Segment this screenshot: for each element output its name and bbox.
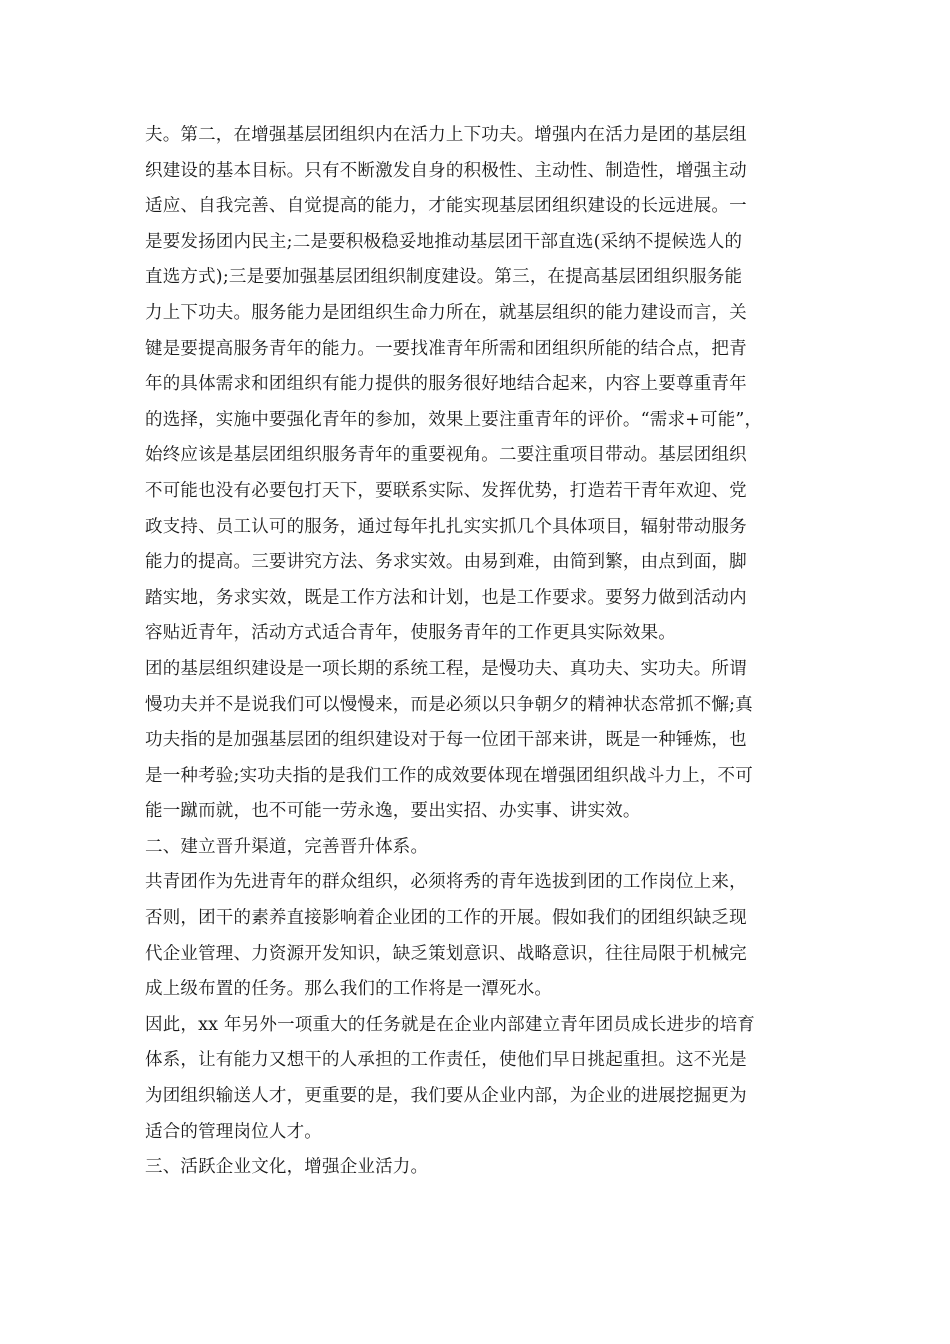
body-text: [145, 118, 810, 1186]
text-line: 慢功夫并不是说我们可以慢慢来，而是必须以只争朝夕的精神状态常抓不懈;真: [145, 694, 753, 715]
text-line: 因此，xx 年另外一项重大的任务就是在企业内部建立青年团员成长进步的培育: [145, 1014, 755, 1035]
text-line: 成上级布置的任务。那么我们的工作将是一潭死水。: [145, 979, 553, 1000]
section-heading: 二、建立晋升渠道，完善晋升体系。: [145, 836, 429, 857]
text-line: 否则，团干的素养直接影响着企业团的工作的开展。假如我们的团组织缺乏现: [145, 908, 747, 929]
text-line: 夫。第二，在增强基层团组织内在活力上下功夫。增强内在活力是团的基层组: [145, 125, 747, 145]
text-line: 容贴近青年，活动方式适合青年，使服务青年的工作更具实际效果。: [145, 623, 676, 644]
text-line: 是要发扬团内民主;二是要积极稳妥地推动基层团干部直选(采纳不提候选人的: [145, 231, 743, 252]
text-line: 共青团作为先进青年的群众组织，必须将秀的青年选拔到团的工作岗位上来，: [145, 872, 747, 893]
text-line: 代企业管理、力资源开发知识，缺乏策划意识、战略意识，往往局限于机械完: [145, 943, 747, 964]
text-line: 体系，让有能力又想干的人承担的工作责任，使他们早日挑起重担。这不光是: [145, 1050, 747, 1071]
text-line: 踏实地，务求实效，既是工作方法和计划，也是工作要求。要努力做到活动内: [145, 587, 747, 608]
text-line: 能力的提高。三要讲究方法、务求实效。由易到难，由简到繁，由点到面，脚: [145, 552, 747, 573]
section-heading: 三、活跃企业文化，增强企业活力。: [145, 1157, 429, 1178]
text-line: 的选择，实施中要强化青年的参加，效果上要注重青年的评价。“需求+可能”，: [145, 409, 763, 430]
text-line: 不可能也没有必要包打天下，要联系实际、发挥优势，打造若干青年欢迎、党: [145, 480, 747, 501]
text-line: 力上下功夫。服务能力是团组织生命力所在，就基层组织的能力建设而言，关: [145, 302, 747, 323]
text-line: 为团组织输送人才，更重要的是，我们要从企业内部，为企业的进展挖掘更为: [145, 1086, 747, 1107]
text-line: 能一蹴而就，也不可能一劳永逸，要出实招、办实事、讲实效。: [145, 801, 641, 822]
text-line: 年的具体需求和团组织有能力提供的服务很好地结合起来，内容上要尊重青年: [145, 374, 747, 395]
text-line: 键是要提高服务青年的能力。一要找准青年所需和团组织所能的结合点，把青: [145, 338, 747, 359]
text-line: 团的基层组织建设是一项长期的系统工程，是慢功夫、真功夫、实功夫。所谓: [145, 658, 747, 679]
text-line: 直选方式);三是要加强基层团组织制度建设。第三，在提高基层团组织服务能: [145, 267, 743, 288]
text-line: 适应、自我完善、自觉提高的能力，才能实现基层团组织建设的长远进展。一: [145, 196, 747, 217]
text-line: 适合的管理岗位人才。: [145, 1121, 322, 1142]
text-line: 是一种考验;实功夫指的是我们工作的成效要体现在增强团组织战斗力上，不可: [145, 765, 753, 786]
text-line: 始终应该是基层团组织服务青年的重要视角。二要注重项目带动。基层团组织: [145, 445, 747, 466]
text-line: 织建设的基本目标。只有不断激发自身的积极性、主动性、制造性，增强主动: [145, 160, 747, 181]
text-line: 政支持、员工认可的服务，通过每年扎扎实实抓几个具体项目，辐射带动服务: [145, 516, 747, 537]
text-line: 功夫指的是加强基层团的组织建设对于每一位团干部来讲，既是一种锤炼，也: [145, 730, 747, 751]
